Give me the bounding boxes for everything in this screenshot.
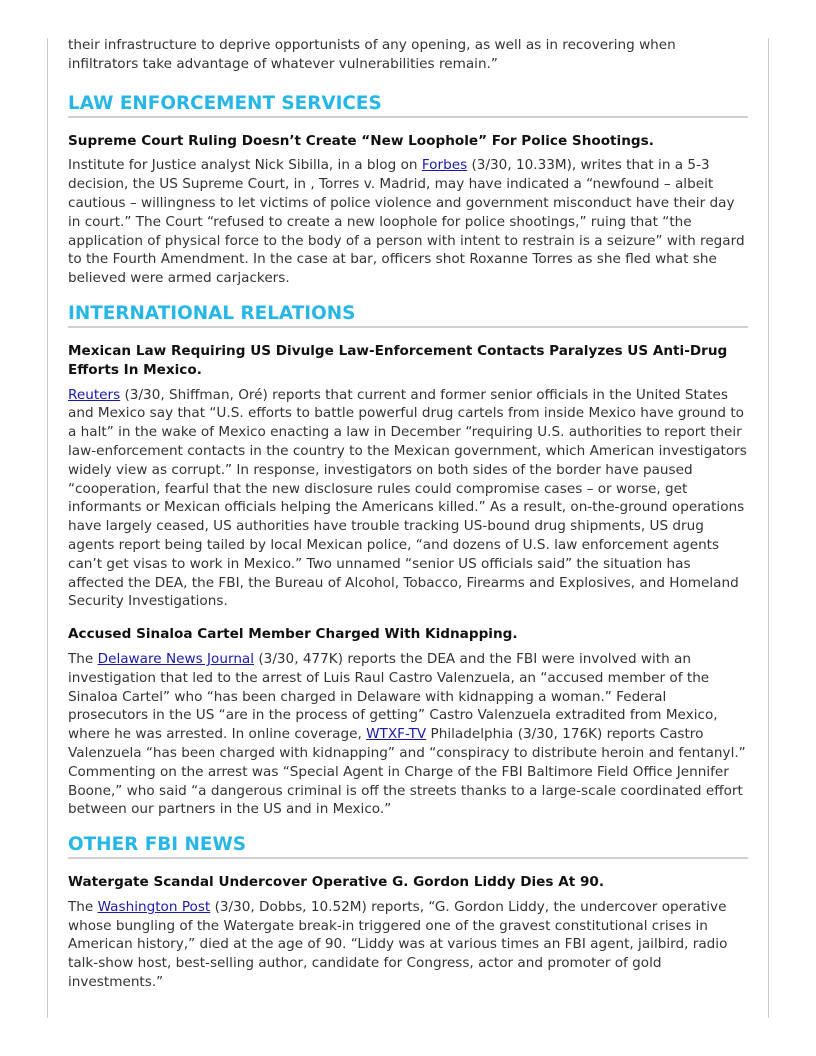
article-text: (3/30, Dobbs, 10.52M) reports, “G. Gordon Liddy, the undercover operative whose bungling of the Watergate break-in triggered one of the gravest constitutional crises in American history,” died at the age of 90. “Liddy was at various times an FBI agent, jailbird, radio talk-show host, best-selling author, candidate for Congress, actor and promoter of gold investments.” (68, 898, 728, 991)
article-text: (3/30, Shiffman, Oré) reports that current and former senior officials in the United States and Mexico say that “U.S. efforts to battle powerful drug cartels from inside Mexico have ground to a halt” in the wake of Mexico enacting a law in December “requiring U.S. authorities to report their law-enforcement contacts in the country to the Mexican government, which American investigators widely view as corrupt.” In response, investigators on both sides of the border have paused “cooperation, fearful that the new disclosure rules could compromise cases – or worse, get informants or Mexican officials helping the Americans killed.” As a result, on-the-ground operations have largely ceased, US authorities have trouble tracking US-bound drug shipments, US drug agents report being tailed by local Mexican police, “and dozens of U.S. law enforcement agents can’t get visas to work in Mexico.” Two unnamed “senior US officials said” the situation has affected the DEA, the FBI, the Bureau of Alcohol, Tobacco, Firearms and Explosives, and Homeland Security Investigations. (68, 386, 747, 610)
article-paragraph (68, 386, 748, 612)
article-paragraph (68, 156, 748, 288)
source-link-wtxf-tv[interactable]: WTXF-TV (366, 726, 427, 743)
source-link-reuters[interactable]: Reuters (68, 386, 121, 403)
section-title: INTERNATIONAL RELATIONS (68, 302, 748, 328)
section-other-fbi-news (68, 833, 748, 992)
article-mexican-law (68, 342, 748, 611)
article-headline: Watergate Scandal Undercover Operative G. Gordon Liddy Dies At 90. (68, 874, 605, 891)
article-text: (3/30, 477K) reports the DEA and the FBI were involved with an investigation that led to the arrest of Luis Raul Castro Valenzuela, an “accused member of the Sinaloa Cartel” who “has been charged in Delaware with kidnapping a woman.” Federal prosecutors in the US “are in the process of getting” Castro Valenzuela extradited from Mexico, where he was arrested. In online coverage, (68, 650, 718, 743)
section-title: OTHER FBI NEWS (68, 833, 748, 859)
article-sinaloa-cartel (68, 625, 748, 819)
section-title: LAW ENFORCEMENT SERVICES (68, 92, 748, 118)
source-link-washington-post[interactable]: Washington Post (97, 898, 211, 915)
document-body (68, 36, 748, 1006)
page-border-left (47, 38, 48, 1018)
article-text: (3/30, 10.33M), writes that in a 5-3 decision, the US Supreme Court, in , Torres v. Madrid, may have indicated a “newfound – albeit cautious – willingness to let victims of police violence and government misconduct have their day in court.” The Court “refused to create a new loophole for police shootings,” ruing that “the application of physical force to the body of a person with intent to restrain is a seizure” with regard to the Fourth Amendment. In the case at bar, officers shot Roxanne Torres as she fled what she believed were armed carjackers. (68, 157, 745, 287)
article-supreme-court-ruling (68, 132, 748, 288)
article-text: The (68, 650, 98, 667)
article-headline: Accused Sinaloa Cartel Member Charged With Kidnapping. (68, 626, 518, 643)
section-international-relations (68, 302, 748, 819)
article-text: The (68, 898, 98, 915)
article-text: Philadelphia (3/30, 176K) reports Castro Valenzuela “has been charged with kidnapping” and “conspiracy to distribute heroin and fentanyl.” Commenting on the arrest was “Special Agent in Charge of the FBI Baltimore Field Office Jennifer Boone,” who said “a dangerous criminal is off the streets thanks to a large-scale coordinated effort between our partners in the US and in Mexico.” (68, 726, 746, 818)
article-paragraph (68, 898, 748, 992)
page-border-right (768, 38, 769, 1018)
article-headline: Supreme Court Ruling Doesn’t Create “New Loophole” For Police Shootings. (68, 132, 654, 149)
article-liddy-obituary (68, 873, 748, 992)
article-headline: Mexican Law Requiring US Divulge Law-Enforcement Contacts Paralyzes US Anti-Drug Efforts In Mexico. (68, 342, 728, 378)
source-link-delaware-news-journal[interactable]: Delaware News Journal (97, 650, 255, 667)
article-text: Institute for Justice analyst Nick Sibilla, in a blog on (68, 157, 422, 174)
article-paragraph (68, 650, 748, 819)
intro-paragraph: their infrastructure to deprive opportunists of any opening, as well as in recovering when infiltrators take advantage of whatever vulnerabilities remain.” (68, 37, 676, 72)
source-link-forbes[interactable]: Forbes (421, 157, 468, 174)
section-law-enforcement-services (68, 92, 748, 288)
